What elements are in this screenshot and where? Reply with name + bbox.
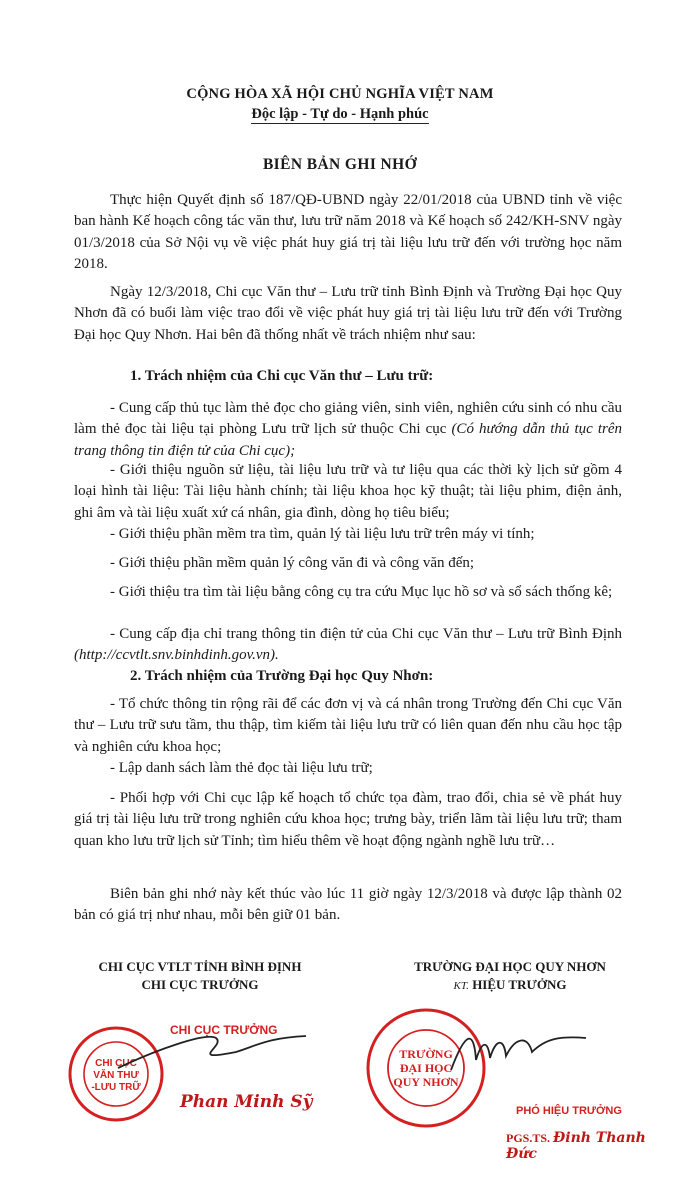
right-role-prefix: KT.	[453, 980, 469, 992]
intro-paragraph-2: Ngày 12/3/2018, Chi cục Văn thư – Lưu trữ tỉnh Bình Định và Trường Đại học Quy Nhơn đã có buổi làm việc trao đổi về việc phát huy giá trị tài liệu lưu trữ đến với Trường Đại học Quy Nhơn. Hai bên đã thống nhất về trách nhiệm như sau:	[74, 284, 622, 343]
section-1-item-1-note: (Có hướng dẫn thủ tục trên trang thông tin điện tử của Chi cục);	[74, 421, 623, 459]
right-stamp-line-3: QUY NHƠN	[393, 1075, 459, 1089]
right-handwritten-signature	[451, 1037, 586, 1070]
right-signer-title: PGS.TS.	[506, 1131, 551, 1145]
intro-paragraph-1: Thực hiện Quyết định số 187/QĐ-UBND ngày 22/01/2018 của UBND tỉnh về việc ban hành Kế hoạch công tác văn thư, lưu trữ năm 2018 và Kế hoạch số 242/KH-SNV ngày 01/3/2018 của Sở Nội vụ về việc phát huy giá trị tài liệu lưu trữ đến với trường học năm 2018.	[74, 192, 622, 272]
left-stamp-line-2: VĂN THƯ	[93, 1070, 139, 1081]
website-url: (http://ccvtlt.snv.binhdinh.gov.vn).	[74, 647, 279, 664]
section-1-item-5: - Giới thiệu tra tìm tài liệu bằng công cụ tra cứu Mục lục hồ sơ và sổ sách thống kê;	[110, 584, 613, 600]
left-signer-name: Phan Minh Sỹ	[180, 1092, 313, 1112]
section-2-item-1: - Tổ chức thông tin rộng rãi để các đơn vị và cá nhân trong Trường đến Chi cục Văn thư – Lưu trữ sưu tầm, thu thập, tìm kiếm tài liệu lưu trữ có liên quan đến nhu cầu học tập và nghiên cứu khoa học;	[74, 696, 622, 755]
right-stamp-line-1: TRƯỜNG	[399, 1047, 453, 1061]
section-2-item-2: - Lập danh sách làm thẻ đọc tài liệu lưu trữ;	[110, 760, 373, 776]
section-1-item-6-text: - Cung cấp địa chỉ trang thông tin điện tử của Chi cục Văn thư – Lưu trữ Bình Định	[110, 626, 622, 642]
section-2-item-3: - Phối hợp với Chi cục lập kế hoạch tổ chức tọa đàm, trao đổi, chia sẻ về phát huy giá trị tài liệu lưu trữ trong nghiên cứu khoa học; trưng bày, triển lãm tài liệu lưu trữ; tham quan kho lưu trữ lịch sử Tỉnh; tìm hiểu thêm về hoạt động ngành nghề lưu trữ…	[74, 790, 622, 849]
section-1-heading: 1. Trách nhiệm của Chi cục Văn thư – Lưu trữ:	[130, 368, 434, 384]
section-1-item-1-text: - Cung cấp thủ tục làm thẻ đọc cho giảng viên, sinh viên, nghiên cứu sinh có nhu cầu làm thẻ đọc tài liệu tại phòng Lưu trữ lịch sử thuộc Chi cục	[74, 400, 622, 438]
section-1-item-4: - Giới thiệu phần mềm quản lý công văn đi và công văn đến;	[110, 555, 475, 571]
national-header: CỘNG HÒA XÃ HỘI CHỦ NGHĨA VIỆT NAM	[186, 86, 494, 102]
left-role: CHI CỤC TRƯỞNG	[141, 977, 259, 992]
signature-block-right	[360, 958, 660, 995]
section-1-item-6	[74, 624, 622, 667]
left-stamp-role: CHI CỤC TRƯỞNG	[170, 1023, 278, 1037]
left-stamp-line-3: -LƯU TRỮ	[91, 1082, 141, 1093]
left-stamp	[66, 1010, 326, 1130]
left-stamp-line-1: CHI CỤC	[95, 1058, 137, 1069]
motto	[0, 106, 680, 123]
right-stamp	[356, 1000, 656, 1140]
section-1-item-1	[74, 398, 622, 462]
section-1-item-3: - Giới thiệu phần mềm tra tìm, quản lý tài liệu lưu trữ trên máy vi tính;	[110, 526, 535, 542]
right-role-line	[360, 976, 660, 995]
right-stamp-role: PHÓ HIỆU TRƯỞNG	[516, 1105, 622, 1117]
right-org: TRƯỜNG ĐẠI HỌC QUY NHƠN	[414, 959, 606, 974]
document-title: BIÊN BẢN GHI NHỚ	[262, 156, 418, 173]
right-role: HIỆU TRƯỞNG	[472, 977, 567, 992]
right-signer-name-line	[506, 1130, 680, 1162]
right-stamp-line-2: ĐẠI HỌC	[399, 1061, 453, 1075]
right-signer-name: Đinh Thanh Đức	[506, 1130, 646, 1162]
closing-paragraph: Biên bản ghi nhớ này kết thúc vào lúc 11 giờ ngày 12/3/2018 và được lập thành 02 bản có giá trị như nhau, mỗi bên giữ 01 bản.	[74, 886, 622, 924]
signature-block-left	[60, 958, 340, 994]
left-org: CHI CỤC VTLT TỈNH BÌNH ĐỊNH	[98, 959, 302, 974]
section-2-heading: 2. Trách nhiệm của Trường Đại học Quy Nhơn:	[130, 668, 434, 684]
motto-text: Độc lập - Tự do - Hạnh phúc	[251, 106, 429, 122]
section-1-item-2: - Giới thiệu nguồn sử liệu, tài liệu lưu trữ và tư liệu qua các thời kỳ lịch sử gồm 4 loại hình tài liệu: Tài liệu hành chính; tài liệu khoa học kỹ thuật; tài liệu phim, điện ảnh, ghi âm và tài liệu xuất xứ cá nhân, gia đình, dòng họ tiêu biểu;	[74, 462, 622, 521]
